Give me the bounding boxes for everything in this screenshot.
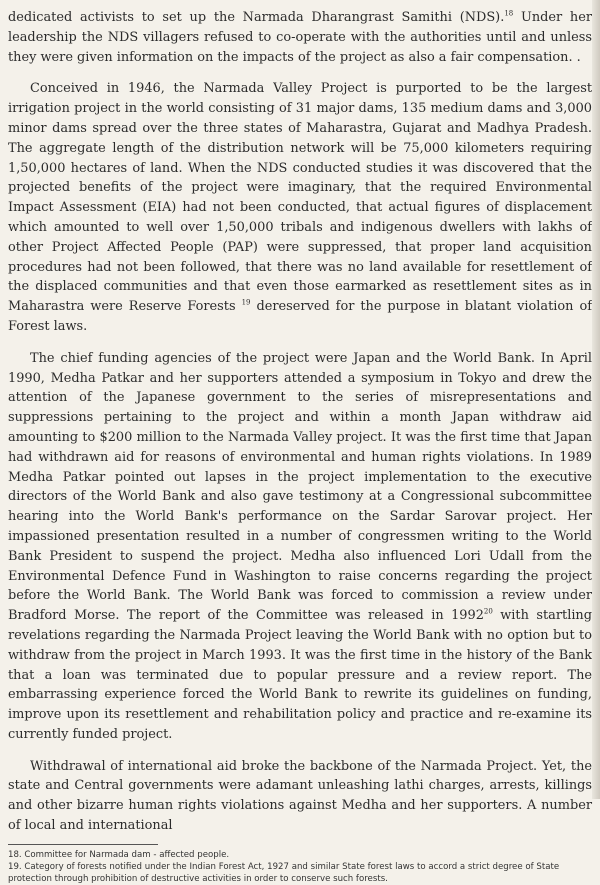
- text-run: dereserved for the purpose in blatant violation of Forest laws.: [8, 299, 592, 334]
- footnote-divider: [8, 844, 158, 845]
- paragraph: [8, 79, 592, 336]
- page-edge-shadow: [592, 0, 600, 799]
- footnote-marker: 20: [483, 607, 493, 616]
- paragraph: [8, 349, 592, 745]
- footnote-marker: 18: [504, 9, 514, 18]
- text-run: with startling revelations regarding the Narmada Project leaving the World Bank with no option but to withdraw from the project in March 1993. It was the first time in the history of the Bank that a loan was terminated due to popular pressure and a review report. The embarrassing experience forced the World Bank to rewrite its guidelines on funding, improve upon its resettlement and rehabilitation policy and practice and re-examine its currently funded project.: [8, 608, 592, 742]
- footnotes: [8, 849, 592, 885]
- footnote-item: 18. Committee for Narmada dam - affected people.: [8, 849, 230, 860]
- paragraph-gap: [8, 67, 592, 79]
- footnote-item: 19. Category of forests notified under the Indian Forest Act, 1927 and similar State forest laws to accord a strict degree of State protection through prohibition of destructive activities in order to conserve such forests.: [8, 861, 560, 884]
- text-run: Conceived in 1946, the Narmada Valley Project is purported to be the largest irrigation project in the world consisting of 31 major dams, 135 medium dams and 3,000 minor dams spread over the three states of Maharastra, Gujarat and Madhya Pradesh. The aggregate length of the distribution network will be 75,000 kilometers requiring 1,50,000 hectares of land. When the NDS conducted studies it was discovered that the projected benefits of the project were imaginary, that the required Environmental Impact Assessment (EIA) had not been conducted, that actual figures of displacement which amounted to well over 1,50,000 tribals and indigenous dwellers with lakhs of other Project Affected People (PAP) were suppressed, that proper land acquisition procedures had not been followed, that there was no land available for resettlement of the displaced communities and that even those earmarked as resettlement sites as in Maharastra were Reserve Forests: [8, 81, 592, 315]
- paragraph: [8, 8, 592, 67]
- body-text: [8, 8, 592, 836]
- text-run: Under her leadership the NDS villagers refused to co-operate with the authorities until and unless they were given information on the impacts of the project as also a fair compensation. .: [8, 10, 593, 65]
- paragraph: [8, 757, 592, 836]
- paragraph-gap: [8, 337, 592, 349]
- text-run: Withdrawal of international aid broke the backbone of the Narmada Project. Yet, the state and Central governments were adamant unleashing lathi charges, arrests, killings and other bizarre human rights violations against Medha and her supporters. A number of local and international: [8, 758, 592, 834]
- text-run: The chief funding agencies of the project were Japan and the World Bank. In April 1990, Medha Patkar and her supporters attended a symposium in Tokyo and drew the attention of the Japanese government to the series of misrepresentations and suppressions pertaining to the project and within a month Japan withdraw aid amounting to $200 million to the Narmada Valley project. It was the first time that Japan had withdrawn aid for reasons of environmental and human rights violations. In 1989 Medha Patkar pointed out lapses in the project implementation to the executive directors of the World Bank and also gave testimony at a Congressional subcommittee hearing into the World Bank's performance on the Sardar Sarovar project. Her impassioned presentation resulted in a number of congressmen writing to the World Bank President to suspend the project. Medha also influenced Lori Udall from the Environmental Defence Fund in Washington to raise concerns regarding the project before the World Bank. The World Bank was forced to commission a review under Bradford Morse. The report of the Committee was released in 1992: [8, 350, 592, 624]
- text-run: dedicated activists to set up the Narmada Dharangrast Samithi (NDS).: [8, 10, 505, 25]
- footnote-marker: 19: [241, 298, 251, 307]
- paragraph-gap: [8, 745, 592, 757]
